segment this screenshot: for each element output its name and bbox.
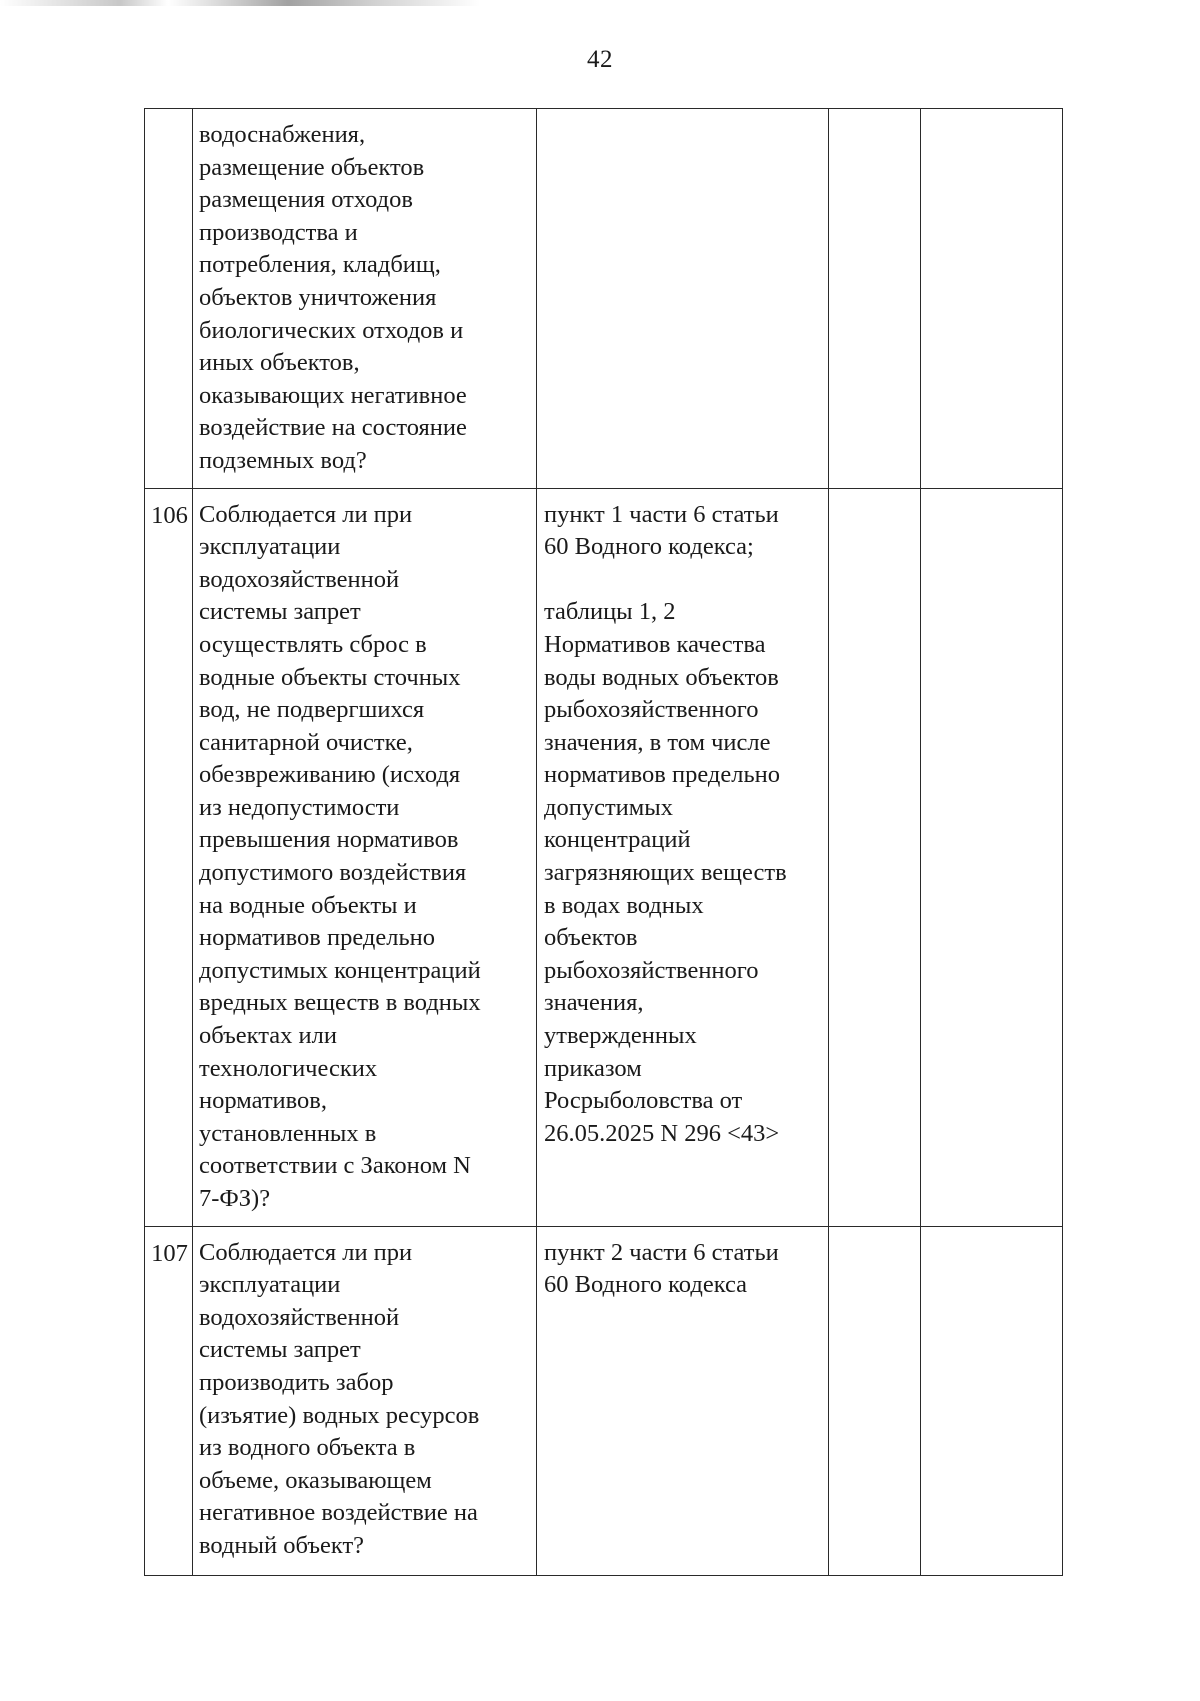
question-cell (193, 488, 537, 1226)
row-number (145, 109, 192, 120)
question-cell (193, 1226, 537, 1575)
row-number: 106 (151, 501, 188, 529)
note-cell (921, 1226, 1063, 1575)
answer-cell (829, 109, 921, 489)
table-row (145, 1226, 1063, 1575)
reference-cell (537, 488, 829, 1226)
reference-cell (537, 1226, 829, 1575)
note-text (921, 489, 1062, 509)
row-number-cell (145, 488, 193, 1226)
table-row (145, 109, 1063, 489)
table-row (145, 488, 1063, 1226)
answer-text (829, 1227, 920, 1247)
question-cell (193, 109, 537, 489)
reference-cell (537, 109, 829, 489)
reference-text: пункт 2 части 6 статьи 60 Водного кодекса (544, 1238, 779, 1299)
question-text: Соблюдается ли при эксплуатации водохозяйственной системы запрет производить забор (изъятие) водных ресурсов из водного объекта в объеме, оказывающем негативное воздействие на водный объект? (199, 1238, 480, 1559)
note-text (921, 1227, 1062, 1247)
answer-text (829, 109, 920, 129)
note-cell (921, 109, 1063, 489)
page-number: 42 (587, 46, 613, 73)
checklist-table (144, 108, 1063, 1576)
answer-text (829, 489, 920, 509)
row-number-cell (145, 1226, 193, 1575)
question-text: водоснабжения, размещение объектов размещения отходов производства и потребления, кладбищ, объектов уничтожения биологических отходов и иных объектов, оказывающих негативное воздействие на состояние подземных вод? (199, 121, 467, 474)
row-number: 107 (151, 1239, 188, 1267)
row-number-cell (145, 109, 193, 489)
question-text: Соблюдается ли при эксплуатации водохозяйственной системы запрет осуществлять сброс в водные объекты сточных вод, не подвергшихся санитарной очистке, обезвреживанию (исходя из недопустимости превышения нормативов допустимого воздействия на водные объекты и нормативов предельно допустимых концентраций вредных веществ в водных объектах или технологических нормативов, установленных в соответствии с Законом N 7-ФЗ)? (199, 500, 481, 1212)
scan-edge-artifact (0, 0, 1200, 6)
reference-text: пункт 1 части 6 статьи 60 Водного кодекса; таблицы 1, 2 Нормативов качества воды водных объектов рыбохозяйственного значения, в том числе нормативов предельно допустимых концентраций загрязняющих веществ в водах водных объектов рыбохозяйственного значения, утвержденных приказом Росрыболовства от 26.05.2025 N 296 <43> (544, 500, 787, 1147)
answer-cell (829, 1226, 921, 1575)
answer-cell (829, 488, 921, 1226)
note-cell (921, 488, 1063, 1226)
note-text (921, 109, 1062, 129)
reference-text (537, 109, 828, 129)
